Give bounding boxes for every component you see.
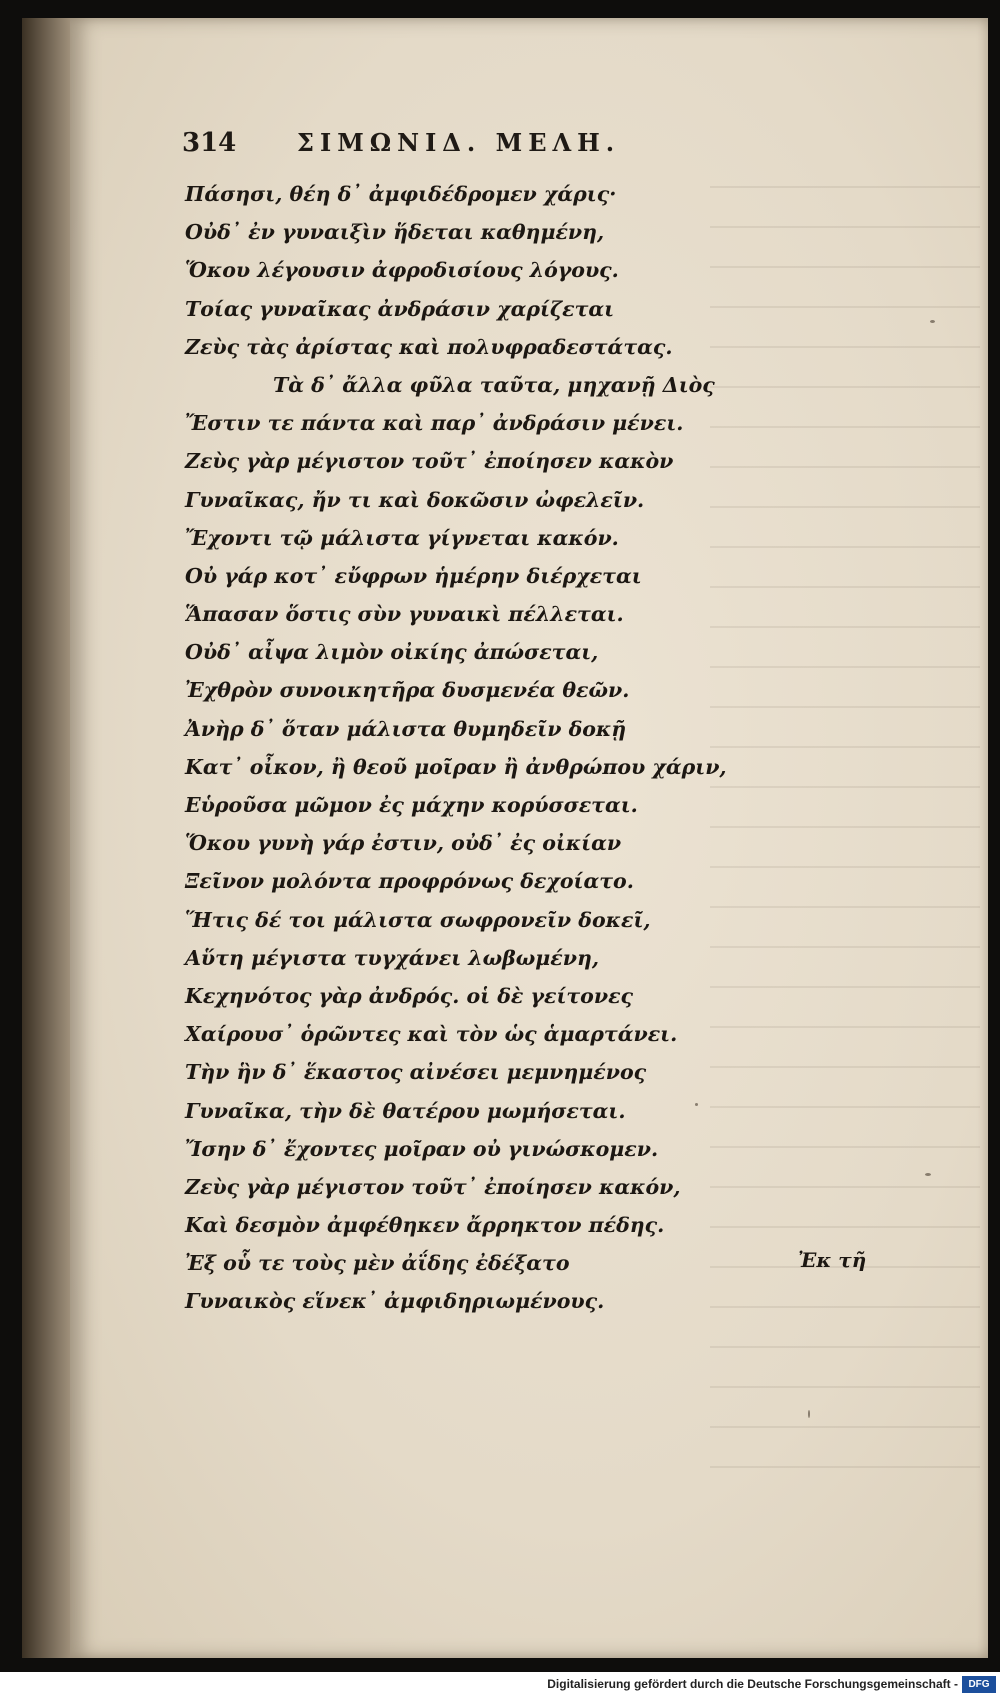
verse-line: Τὰ δ᾽ ἄλλα φῦλα ταῦτα, μηχανῇ Διὸς [273,372,715,397]
footer-bar [0,1672,1000,1698]
verse-line: Οὐδ᾽ αἶψα λιμὸν οἰκίης ἀπώσεται, [185,640,599,665]
verse-line: Οὐδ᾽ ἐν γυναιξὶν ἥδεται καθημένη, [185,220,605,245]
verse-line: Αὕτη μέγιστα τυγχάνει λωβωμένη, [185,945,600,970]
verse-line: Κατ᾽ οἶκον, ἢ θεοῦ μοῖραν ἢ ἀνθρώπου χάριν, [185,754,727,779]
verse-line: Ὅκου γυνὴ γάρ ἐστιν, οὐδ᾽ ἐς οἰκίαν [185,831,622,856]
verse-line: Τοίας γυναῖκας ἀνδράσιν χαρίζεται [185,296,615,321]
verse-line: Καὶ δεσμὸν ἀμφέθηκεν ἄρρηκτον πέδης. [185,1213,665,1238]
verse-line: Ἀνὴρ δ᾽ ὅταν μάλιστα θυμηδεῖν δοκῇ [185,716,627,741]
dfg-logo: DFG [962,1676,996,1693]
verse-line: Ἔστιν τε πάντα καὶ παρ᾽ ἀνδράσιν μένει. [185,411,684,436]
ink-speck [695,1103,698,1106]
running-head [182,128,822,168]
verse-line: Ζεὺς τὰς ἀρίστας καὶ πολυφραδεστάτας. [185,334,673,359]
ink-speck [930,320,935,323]
verse-line: Ζεὺς γὰρ μέγιστον τοῦτ᾽ ἐποίησεν κακὸν [185,449,674,474]
verse-line: Τὴν ἣν δ᾽ ἕκαστος αἰνέσει μεμνημένος [185,1060,647,1085]
verse-line: Ξεῖνον μολόντα προφρόνως δεχοίατο. [185,869,634,894]
verse-line: Ὅκου λέγουσιν ἀφροδισίους λόγους. [185,258,619,283]
verse-line: Ἐχθρὸν συνοικητῆρα δυσμενέα θεῶν. [185,678,630,703]
verse-line: Οὐ γάρ κοτ᾽ εὔφρων ἡμέρην διέρχεται [185,563,642,588]
verse-line: Πάσησι, θέη δ᾽ ἀμφιδέδρομεν χάρις· [185,182,617,206]
poem-text [185,175,825,1321]
verse-line: Γυναῖκας, ἤν τι καὶ δοκῶσιν ὠφελεῖν. [185,487,645,512]
page-number: 314 [182,128,237,158]
running-title: ΣΙΜΩΝΙΔ. ΜΕΛΗ. [297,128,621,157]
verse-line: Ἐξ οὗ τε τοὺς μὲν ἀΐδης ἐδέξατο [185,1251,570,1276]
verse-line: Ζεὺς γὰρ μέγιστον τοῦτ᾽ ἐποίησεν κακόν, [185,1174,681,1199]
digitization-credit: Digitalisierung gefördert durch die Deutsche Forschungsgemeinschaft - [547,1677,958,1691]
verse-line: Γυναῖκα, τὴν δὲ θατέρου μωμήσεται. [185,1098,626,1123]
ink-speck [808,1410,810,1418]
verse-line: Γυναικὸς εἵνεκ᾽ ἀμφιδηριωμένους. [185,1289,605,1314]
verse-line: Ἅπασαν ὅστις σὺν γυναικὶ πέλλεται. [185,602,624,627]
verse-line: Κεχηνότος γὰρ ἀνδρός. οἱ δὲ γείτονες [185,983,634,1008]
catchword: Ἐκ τῆ [798,1248,867,1272]
verse-line: Ἴσην δ᾽ ἔχοντες μοῖραν οὐ γινώσκομεν. [185,1136,659,1161]
verse-line: Εὑροῦσα μῶμον ἐς μάχην κορύσσεται. [185,793,638,817]
verse-line: Ἔχοντι τῷ μάλιστα γίγνεται κακόν. [185,525,619,550]
verse-line: Ἥτις δέ τοι μάλιστα σωφρονεῖν δοκεῖ, [185,907,651,932]
ink-speck [925,1173,931,1176]
verse-line: Χαίρουσ᾽ ὁρῶντες καὶ τὸν ὡς ἁμαρτάνει. [185,1022,678,1047]
